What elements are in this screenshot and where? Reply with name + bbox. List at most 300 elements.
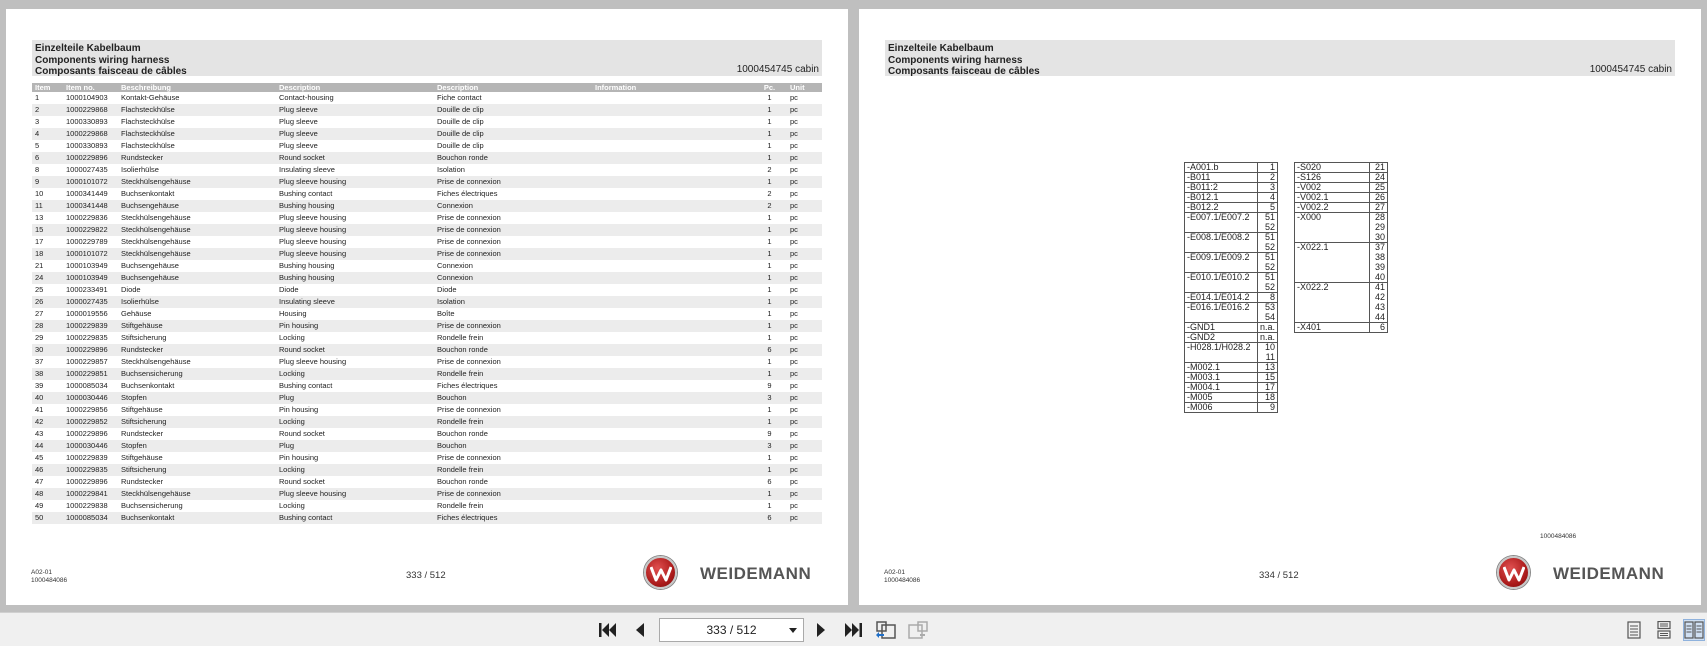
logo-emblem-icon xyxy=(1497,556,1530,589)
table-cell: 1000229896 xyxy=(63,152,118,164)
table-cell: 4 xyxy=(32,128,63,140)
last-page-button[interactable] xyxy=(842,619,864,641)
connector-item-number: 8 xyxy=(1258,293,1278,303)
table-cell: 8 xyxy=(35,165,40,174)
table-cell: 44 xyxy=(32,440,63,452)
table-cell xyxy=(592,392,752,404)
connector-row xyxy=(1295,243,1388,253)
table-cell: 9 xyxy=(767,381,772,390)
table-cell: 43 xyxy=(35,429,44,438)
column-header: Unit xyxy=(787,83,822,92)
table-cell: 47 xyxy=(35,477,44,486)
table-cell: Diode xyxy=(121,285,141,294)
table-cell: Bushing contact xyxy=(279,381,333,390)
table-cell: 1 xyxy=(752,488,787,500)
table-cell: Flachsteckhülse xyxy=(118,104,276,116)
table-cell: Pin housing xyxy=(279,405,319,414)
table-header xyxy=(32,83,822,92)
table-cell: Pin housing xyxy=(279,453,319,462)
connector-name: -E007.1/E007.2 xyxy=(1185,213,1258,233)
table-cell: 41 xyxy=(35,405,44,414)
table-row xyxy=(32,140,822,152)
title-de: Einzelteile Kabelbaum xyxy=(35,43,141,54)
table-cell: 1 xyxy=(752,368,787,380)
table-cell: Bushing housing xyxy=(276,200,434,212)
table-cell: 1 xyxy=(752,464,787,476)
logo-emblem-icon xyxy=(644,556,677,589)
table-cell: 29 xyxy=(35,333,44,342)
table-row xyxy=(32,176,822,188)
table-cell xyxy=(592,368,752,380)
connector-item-number: 1 xyxy=(1258,163,1278,173)
table-cell xyxy=(592,464,752,476)
table-cell: 1000229896 xyxy=(66,429,108,438)
prev-page-icon xyxy=(633,622,647,638)
table-row xyxy=(32,212,822,224)
table-cell: 2 xyxy=(32,104,63,116)
table-cell: Buchsengehäuse xyxy=(121,261,179,270)
viewer-toolbar xyxy=(0,612,1707,646)
table-cell: 1 xyxy=(767,93,772,102)
go-forward-icon xyxy=(907,620,929,640)
table-cell xyxy=(592,512,752,524)
table-cell: Locking xyxy=(279,501,305,510)
table-cell: Stiftsicherung xyxy=(118,464,276,476)
connector-item-number: n.a. xyxy=(1258,333,1278,343)
table-cell: Prise de connexion xyxy=(434,248,592,260)
connector-name: -S126 xyxy=(1295,173,1370,183)
table-cell xyxy=(592,344,752,356)
table-cell: pc xyxy=(787,224,822,236)
table-cell: Fiches électriques xyxy=(437,381,498,390)
footer-code-1: A02-01 xyxy=(31,569,52,576)
table-cell xyxy=(592,212,752,224)
connector-name: -M006 xyxy=(1185,403,1258,413)
connector-row xyxy=(1185,403,1278,413)
table-cell xyxy=(592,200,752,212)
table-cell: Plug sleeve xyxy=(276,128,434,140)
next-page-button[interactable] xyxy=(810,619,832,641)
footer-code xyxy=(884,569,920,585)
connector-row xyxy=(1185,203,1278,213)
connector-name: -E016.1/E016.2 xyxy=(1185,303,1258,323)
connector-item-number: 54 xyxy=(1258,313,1278,323)
connector-item-number: 15 xyxy=(1258,373,1278,383)
table-cell: 1000229838 xyxy=(66,501,108,510)
table-cell: Locking xyxy=(276,368,434,380)
table-cell: 21 xyxy=(35,261,44,270)
table-cell: Flachsteckhülse xyxy=(118,128,276,140)
table-cell: Rundstecker xyxy=(118,152,276,164)
table-cell: 50 xyxy=(32,512,63,524)
table-cell: 1 xyxy=(752,152,787,164)
connector-name: -S020 xyxy=(1295,163,1370,173)
table-cell: pc xyxy=(790,117,798,126)
table-cell: Stopfen xyxy=(118,440,276,452)
connector-name: -V002.2 xyxy=(1295,203,1370,213)
connector-row xyxy=(1185,163,1278,173)
table-cell: 1000030446 xyxy=(63,440,118,452)
connector-item-number: 6 xyxy=(1370,323,1388,333)
table-row xyxy=(32,224,822,236)
table-cell: Plug sleeve housing xyxy=(279,213,347,222)
table-cell: Round socket xyxy=(276,344,434,356)
single-page-view-button[interactable] xyxy=(1623,619,1645,641)
table-cell: 1 xyxy=(767,405,772,414)
connector-name: -V002 xyxy=(1295,183,1370,193)
table-cell: 1 xyxy=(767,453,772,462)
connector-row xyxy=(1185,233,1278,243)
table-cell: Steckhülsengehäuse xyxy=(121,237,191,246)
table-cell: 2 xyxy=(752,200,787,212)
table-row xyxy=(32,332,822,344)
page-number: 334 / 512 xyxy=(1259,570,1299,581)
table-cell: Plug sleeve housing xyxy=(276,176,434,188)
table-cell: 2 xyxy=(767,165,772,174)
table-cell: 5 xyxy=(35,141,40,150)
first-page-button[interactable] xyxy=(597,619,619,641)
table-cell: pc xyxy=(787,320,822,332)
table-cell: Plug sleeve housing xyxy=(276,488,434,500)
table-cell: Bushing housing xyxy=(276,272,434,284)
table-cell: Rundstecker xyxy=(121,477,164,486)
table-cell: Stopfen xyxy=(118,392,276,404)
connector-name: -M004.1 xyxy=(1185,383,1258,393)
connector-item-number: 21 xyxy=(1370,163,1388,173)
table-cell: 6 xyxy=(752,512,787,524)
table-cell: 1000030446 xyxy=(63,392,118,404)
connector-name: -GND2 xyxy=(1185,333,1258,343)
table-cell: 2 xyxy=(767,189,772,198)
table-cell: 1000229856 xyxy=(66,405,108,414)
table-cell: Prise de connexion xyxy=(434,320,592,332)
connector-name: -M005 xyxy=(1185,393,1258,403)
table-cell: Plug sleeve housing xyxy=(276,224,434,236)
table-cell: 1000229836 xyxy=(66,213,108,222)
connector-item-number: 41 xyxy=(1370,283,1388,293)
table-cell: Boîte xyxy=(437,309,455,318)
table-cell xyxy=(592,188,752,200)
table-cell: Fiches électriques xyxy=(434,512,592,524)
table-cell: pc xyxy=(787,176,822,188)
doc-code: 1000484086 xyxy=(1540,533,1577,540)
footer-code-2: 1000484086 xyxy=(884,577,921,584)
table-cell: 1000229841 xyxy=(63,488,118,500)
connector-name: -X022.1 xyxy=(1295,243,1370,283)
table-row xyxy=(32,356,822,368)
table-cell xyxy=(592,296,752,308)
table-cell: 49 xyxy=(35,501,44,510)
table-cell: Insulating sleeve xyxy=(276,296,434,308)
table-cell: 1 xyxy=(767,333,772,342)
table-cell xyxy=(592,332,752,344)
table-cell xyxy=(592,92,752,104)
connector-item-number: 43 xyxy=(1370,303,1388,313)
connector-row xyxy=(1185,183,1278,193)
table-cell: 1 xyxy=(767,309,772,318)
table-cell: Prise de connexion xyxy=(434,224,592,236)
table-cell: pc xyxy=(787,512,822,524)
table-cell: 1 xyxy=(767,285,772,294)
table-cell: 1000229789 xyxy=(66,237,108,246)
table-cell: Buchsenkontakt xyxy=(121,381,175,390)
connector-item-number: 29 xyxy=(1370,223,1388,233)
connector-item-number: 40 xyxy=(1370,273,1388,283)
weidemann-logo xyxy=(1497,553,1677,593)
table-cell: Stiftgehäuse xyxy=(118,320,276,332)
table-cell: 1000085034 xyxy=(66,381,108,390)
table-cell xyxy=(592,260,752,272)
connector-name: -B011:2 xyxy=(1185,183,1258,193)
table-cell: pc xyxy=(787,368,822,380)
connector-row xyxy=(1185,173,1278,183)
table-row xyxy=(32,440,822,452)
table-row xyxy=(32,152,822,164)
parts-table xyxy=(32,83,822,524)
table-row xyxy=(32,308,822,320)
table-cell: 28 xyxy=(32,320,63,332)
table-cell: Insulating sleeve xyxy=(279,165,335,174)
page-333 xyxy=(6,9,848,605)
table-cell: pc xyxy=(787,248,822,260)
table-cell: Gehäuse xyxy=(121,309,152,318)
table-cell: Bouchon ronde xyxy=(437,429,488,438)
connector-item-number: 39 xyxy=(1370,263,1388,273)
table-cell: Locking xyxy=(276,464,434,476)
table-cell: Prise de connexion xyxy=(437,357,501,366)
table-cell: 15 xyxy=(32,224,63,236)
table-cell: 1 xyxy=(767,357,772,366)
table-cell: Douille de clip xyxy=(434,104,592,116)
table-cell: Connexion xyxy=(437,261,473,270)
table-cell: Bushing contact xyxy=(279,189,333,198)
connector-item-number: 51 xyxy=(1258,213,1278,223)
table-cell: 1000229852 xyxy=(63,416,118,428)
page-334 xyxy=(859,9,1701,605)
connector-name: -A001.b xyxy=(1185,163,1258,173)
table-cell: Plug sleeve xyxy=(279,117,318,126)
table-cell: Prise de connexion xyxy=(434,176,592,188)
table-cell: Kontakt-Gehäuse xyxy=(121,93,180,102)
table-cell: pc xyxy=(790,453,798,462)
page-header xyxy=(885,40,1675,76)
connector-name: -H028.1/H028.2 xyxy=(1185,343,1258,363)
table-cell: Pin housing xyxy=(276,320,434,332)
table-cell: pc xyxy=(790,189,798,198)
table-cell xyxy=(592,284,752,296)
connector-row xyxy=(1185,323,1278,333)
page-number-input[interactable] xyxy=(659,618,804,642)
table-cell: 1000229839 xyxy=(63,320,118,332)
connector-name: -X000 xyxy=(1295,213,1370,243)
table-cell: pc xyxy=(787,392,822,404)
title-en: Components wiring harness xyxy=(35,54,170,66)
connector-name: -E014.1/E014.2 xyxy=(1185,293,1258,303)
table-cell: pc xyxy=(787,128,822,140)
table-cell: 1 xyxy=(752,128,787,140)
table-cell: Buchsensicherung xyxy=(118,368,276,380)
table-cell: 17 xyxy=(35,237,44,246)
chevron-down-icon[interactable] xyxy=(789,628,797,633)
table-row xyxy=(32,248,822,260)
table-row xyxy=(32,104,822,116)
table-cell: 1 xyxy=(767,117,772,126)
connector-name: -X022.2 xyxy=(1295,283,1370,323)
table-cell: 1 xyxy=(35,93,40,102)
table-cell: Plug sleeve xyxy=(279,141,318,150)
cabin-number: 1000454745 cabin xyxy=(1589,64,1672,75)
brand-name: WEIDEMANN xyxy=(1553,564,1665,583)
continuous-view-button[interactable] xyxy=(1653,619,1675,641)
table-cell xyxy=(592,176,752,188)
two-page-icon xyxy=(1684,621,1704,639)
table-cell: Locking xyxy=(279,333,305,342)
column-header: Item no. xyxy=(63,83,118,92)
table-cell: Steckhülsengehäuse xyxy=(118,248,276,260)
table-cell: 26 xyxy=(32,296,63,308)
table-row xyxy=(32,92,822,104)
table-cell: 3 xyxy=(35,117,40,126)
table-cell: 1000027435 xyxy=(66,165,108,174)
table-cell xyxy=(592,164,752,176)
connector-item-number: 44 xyxy=(1370,313,1388,323)
table-cell: Prise de connexion xyxy=(437,213,501,222)
connector-name: -M002.1 xyxy=(1185,363,1258,373)
table-cell: 1000341448 xyxy=(63,200,118,212)
connector-item-number: 52 xyxy=(1258,263,1278,273)
table-cell: pc xyxy=(787,464,822,476)
two-page-view-button[interactable] xyxy=(1683,619,1705,641)
table-cell: 10 xyxy=(35,189,44,198)
table-cell xyxy=(592,476,752,488)
table-cell: pc xyxy=(790,405,798,414)
table-cell: 1000019556 xyxy=(66,309,108,318)
connector-item-number: 53 xyxy=(1258,303,1278,313)
table-cell: 13 xyxy=(35,213,44,222)
table-cell: 1000027435 xyxy=(63,296,118,308)
connector-name: -GND1 xyxy=(1185,323,1258,333)
table-cell xyxy=(592,440,752,452)
table-cell: Isolierhülse xyxy=(121,165,159,174)
connector-name: -E010.1/E010.2 xyxy=(1185,273,1258,293)
connector-row xyxy=(1295,323,1388,333)
table-row xyxy=(32,284,822,296)
table-cell: Flachsteckhülse xyxy=(121,117,175,126)
table-row xyxy=(32,500,822,512)
page-header xyxy=(32,40,822,76)
table-row xyxy=(32,128,822,140)
table-cell: 9 xyxy=(32,176,63,188)
connector-table-left xyxy=(1184,162,1278,413)
table-cell: Steckhülsengehäuse xyxy=(118,488,276,500)
table-cell: 48 xyxy=(32,488,63,500)
table-cell: Flachsteckhülse xyxy=(121,141,175,150)
connector-item-number: 17 xyxy=(1258,383,1278,393)
table-cell: 1 xyxy=(767,261,772,270)
connector-item-number: 52 xyxy=(1258,283,1278,293)
table-cell xyxy=(592,104,752,116)
connector-name: -B012.2 xyxy=(1185,203,1258,213)
title-fr: Composants faisceau de câbles xyxy=(35,66,187,77)
table-row xyxy=(32,464,822,476)
connector-name: -B011 xyxy=(1185,173,1258,183)
table-row xyxy=(32,272,822,284)
connector-item-number: 9 xyxy=(1258,403,1278,413)
table-cell: 42 xyxy=(32,416,63,428)
table-cell: pc xyxy=(787,488,822,500)
table-cell: pc xyxy=(787,440,822,452)
table-row xyxy=(32,428,822,440)
title-fr: Composants faisceau de câbles xyxy=(888,66,1040,77)
table-row xyxy=(32,476,822,488)
next-page-icon xyxy=(814,622,828,638)
table-cell xyxy=(592,500,752,512)
brand-name: WEIDEMANN xyxy=(700,564,812,583)
table-cell: Buchsensicherung xyxy=(121,501,183,510)
table-cell: Douille de clip xyxy=(434,128,592,140)
connector-item-number: 10 xyxy=(1258,343,1278,353)
table-cell: Plug sleeve housing xyxy=(276,248,434,260)
connector-name: -E008.1/E008.2 xyxy=(1185,233,1258,253)
table-cell: pc xyxy=(790,93,798,102)
table-cell xyxy=(592,428,752,440)
table-cell: 6 xyxy=(32,152,63,164)
table-cell: Buchsenkontakt xyxy=(118,512,276,524)
footer-code-1: A02-01 xyxy=(884,569,905,576)
prev-page-button[interactable] xyxy=(629,619,651,641)
table-cell xyxy=(592,116,752,128)
table-cell: Steckhülsengehäuse xyxy=(118,224,276,236)
table-cell: Stiftgehäuse xyxy=(121,453,163,462)
table-row xyxy=(32,200,822,212)
table-cell: 1000229857 xyxy=(66,357,108,366)
connector-table-right xyxy=(1294,162,1388,333)
table-cell: 1 xyxy=(752,104,787,116)
table-cell: Bushing housing xyxy=(279,261,335,270)
table-cell xyxy=(592,488,752,500)
table-cell: Buchsengehäuse xyxy=(118,272,276,284)
table-cell: Steckhülsengehäuse xyxy=(118,176,276,188)
connector-row xyxy=(1185,193,1278,203)
column-header: Beschreibung xyxy=(118,83,276,92)
table-cell: Buchsengehäuse xyxy=(118,200,276,212)
table-cell: 1 xyxy=(752,416,787,428)
table-cell: 1000341449 xyxy=(66,189,108,198)
table-cell: Round socket xyxy=(276,152,434,164)
table-cell: 1000229896 xyxy=(63,344,118,356)
table-cell: Stiftsicherung xyxy=(121,333,167,342)
table-cell: Fiche contact xyxy=(437,93,482,102)
connector-row xyxy=(1185,393,1278,403)
last-page-icon xyxy=(843,622,863,638)
table-cell: pc xyxy=(790,429,798,438)
table-cell: Contact-housing xyxy=(279,93,334,102)
table-row xyxy=(32,260,822,272)
table-cell: 1000330893 xyxy=(66,117,108,126)
table-cell: pc xyxy=(787,344,822,356)
go-back-button[interactable] xyxy=(875,619,897,641)
connector-item-number: 27 xyxy=(1370,203,1388,213)
table-cell: 37 xyxy=(35,357,44,366)
table-row xyxy=(32,488,822,500)
table-cell xyxy=(592,128,752,140)
table-row xyxy=(32,188,822,200)
go-forward-button[interactable] xyxy=(907,619,929,641)
table-cell: Rondelle frein xyxy=(437,501,484,510)
single-page-icon xyxy=(1626,621,1642,639)
connector-item-number: 13 xyxy=(1258,363,1278,373)
connector-name: -E009.1/E009.2 xyxy=(1185,253,1258,273)
